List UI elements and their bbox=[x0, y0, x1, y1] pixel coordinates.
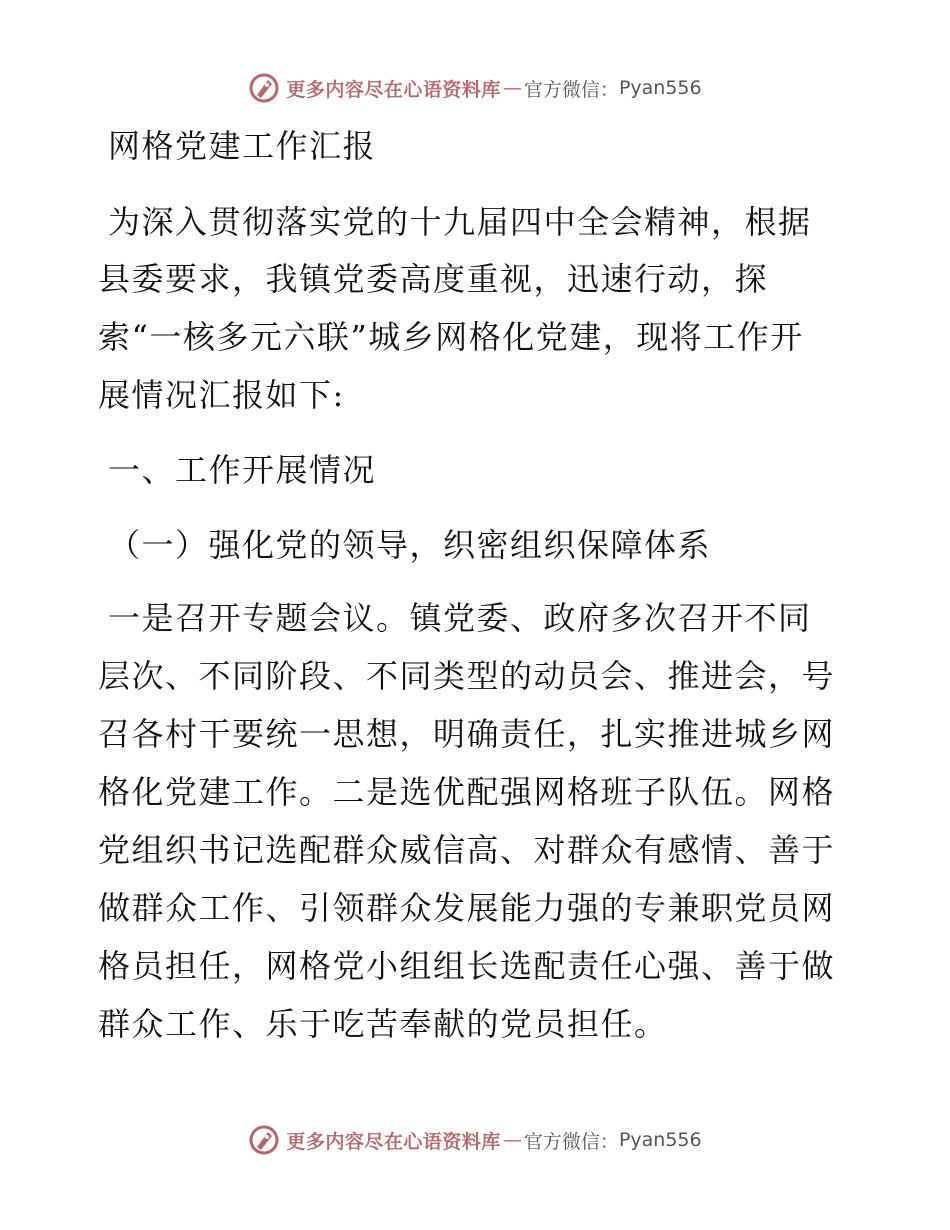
banner-text: 更多内容尽在心语资料库 bbox=[286, 78, 501, 101]
body-line: 层次、不同阶段、不同类型的动员会、推进会，号 bbox=[98, 657, 836, 695]
banner-wechat-id: Pyan556 bbox=[618, 1129, 702, 1151]
header-banner bbox=[0, 72, 950, 104]
footer-banner bbox=[0, 1124, 950, 1156]
banner-wechat-label: 官方微信： bbox=[523, 78, 619, 101]
section-heading: 一、工作开展情况 bbox=[108, 451, 377, 489]
pen-nib-icon bbox=[248, 1124, 280, 1156]
banner-dash: — bbox=[502, 77, 522, 99]
body-line: 群众工作、乐于吃苦奉献的党员担任。 bbox=[98, 1005, 668, 1043]
subsection-heading: （一）强化党的领导，织密组织保障体系 bbox=[108, 526, 712, 564]
document-title: 网格党建工作汇报 bbox=[108, 127, 377, 165]
body-line: 格员担任，网格党小组组长选配责任心强、善于做 bbox=[98, 947, 836, 985]
intro-line: 县委要求，我镇党委高度重视，迅速行动，探 bbox=[98, 260, 769, 298]
banner-wechat-id: Pyan556 bbox=[618, 77, 702, 99]
banner-wechat-label: 官方微信： bbox=[523, 1130, 619, 1153]
body-line: 做群众工作、引领群众发展能力强的专兼职党员网 bbox=[98, 889, 836, 927]
pen-nib-icon bbox=[248, 72, 280, 104]
intro-line: 为深入贯彻落实党的十九届四中全会精神，根据 bbox=[108, 203, 812, 241]
intro-line: 展情况汇报如下: bbox=[98, 376, 345, 414]
body-line: 格化党建工作。二是选优配强网格班子队伍。网格 bbox=[98, 773, 836, 811]
intro-line: 索“一核多元六联”城乡网格化党建，现将工作开 bbox=[98, 318, 804, 356]
body-line: 党组织书记选配群众威信高、对群众有感情、善于 bbox=[98, 831, 836, 869]
body-line: 一是召开专题会议。镇党委、政府多次召开不同 bbox=[108, 599, 812, 637]
banner-text: 更多内容尽在心语资料库 bbox=[286, 1130, 501, 1153]
body-line: 召各村干要统一思想，明确责任，扎实推进城乡网 bbox=[98, 715, 836, 753]
banner-dash: — bbox=[502, 1129, 522, 1151]
